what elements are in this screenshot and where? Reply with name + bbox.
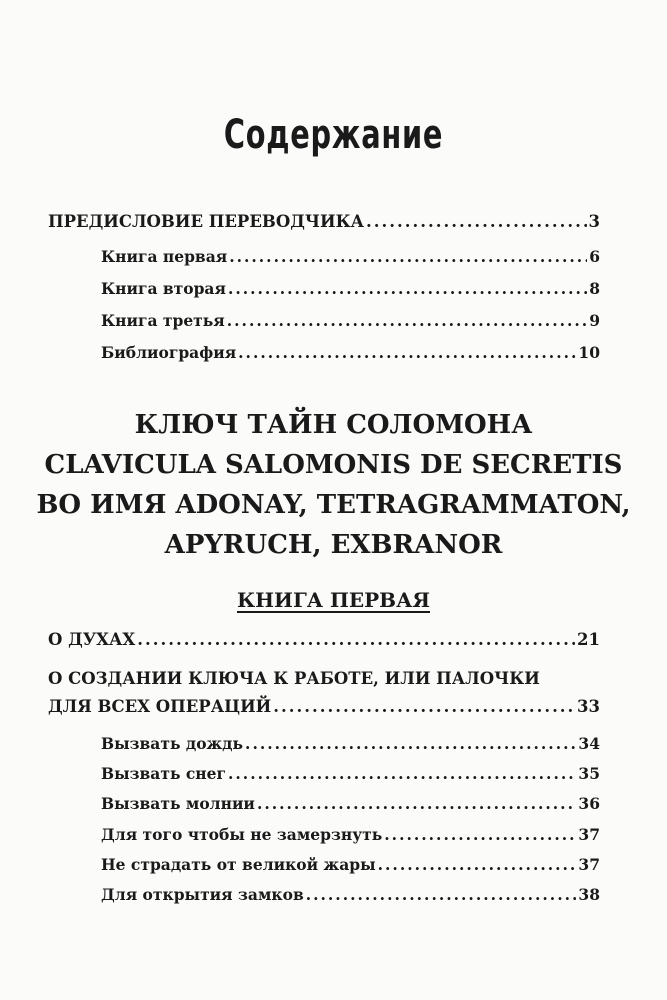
toc-label: Книга третья	[101, 311, 225, 330]
toc-page: 3	[588, 212, 600, 231]
toc-label: Для того чтобы не замерзнуть	[101, 825, 383, 844]
leader-dots	[227, 311, 587, 330]
toc-label: Вызвать дождь	[101, 734, 244, 753]
leader-dots	[228, 279, 587, 298]
contents-heading: Содержание	[223, 112, 444, 158]
toc-label: Книга вторая	[101, 279, 226, 298]
toc-entry-spirits	[48, 630, 600, 649]
toc-page: 10	[578, 343, 600, 362]
toc-label: Не страдать от великой жары	[101, 855, 376, 874]
toc-entry-key-line-1: О СОЗДАНИИ КЛЮЧА К РАБОТЕ, ИЛИ ПАЛОЧКИ	[48, 669, 540, 688]
toc-page: 38	[578, 885, 600, 904]
leader-dots	[366, 212, 587, 231]
book-title-line-3: ВО ИМЯ ADONAY, TETRAGRAMMATON,	[36, 490, 631, 520]
toc-page: 37	[578, 825, 600, 844]
toc-entry-book-one	[101, 247, 600, 266]
toc-page: 36	[578, 794, 600, 813]
toc-page: 9	[589, 311, 600, 330]
toc-page: 6	[589, 247, 600, 266]
toc-label: ДЛЯ ВСЕХ ОПЕРАЦИЙ	[48, 697, 272, 716]
leader-dots	[306, 885, 577, 904]
book-title-line-1: КЛЮЧ ТАЙН СОЛОМОНА	[134, 410, 533, 440]
toc-label: Для открытия замков	[101, 885, 304, 904]
book-title-line-4: APYRUCH, EXBRANOR	[164, 530, 503, 560]
toc-label: Вызвать молнии	[101, 794, 255, 813]
toc-entry-rain	[101, 734, 600, 753]
leader-dots	[238, 343, 576, 362]
leader-dots	[229, 247, 587, 266]
leader-dots	[228, 764, 576, 783]
toc-page: 21	[577, 630, 600, 649]
toc-entry-snow	[101, 764, 600, 783]
book-one-heading	[0, 588, 667, 612]
book-one-heading-text: КНИГА ПЕРВАЯ	[236, 588, 431, 612]
toc-label: Библиография	[101, 343, 237, 362]
toc-entry-freeze	[101, 825, 600, 844]
leader-dots	[257, 794, 576, 813]
toc-label: Книга первая	[101, 247, 228, 266]
book-title-line-2: CLAVICULA SALOMONIS DE SECRETIS	[44, 450, 623, 480]
toc-label: О ДУХАХ	[48, 630, 136, 649]
toc-entry-lightning	[101, 794, 600, 813]
leader-dots	[273, 697, 575, 716]
toc-entry-preface	[48, 212, 600, 231]
leader-dots	[378, 855, 577, 874]
toc-label: Вызвать снег	[101, 764, 227, 783]
leader-dots	[384, 825, 576, 844]
toc-page: 8	[589, 279, 600, 298]
leader-dots	[137, 630, 575, 649]
toc-entry-book-two	[101, 279, 600, 298]
toc-page: 34	[578, 734, 600, 753]
toc-page: 33	[577, 697, 600, 716]
toc-page: 35	[578, 764, 600, 783]
toc-page: 37	[578, 855, 600, 874]
toc-entry-key	[48, 697, 600, 716]
leader-dots	[245, 734, 576, 753]
toc-entry-heat	[101, 855, 600, 874]
toc-entry-locks	[101, 885, 600, 904]
toc-entry-book-three	[101, 311, 600, 330]
toc-label: ПРЕДИСЛОВИЕ ПЕРЕВОДЧИКА	[48, 212, 365, 231]
toc-entry-bibliography	[101, 343, 600, 362]
